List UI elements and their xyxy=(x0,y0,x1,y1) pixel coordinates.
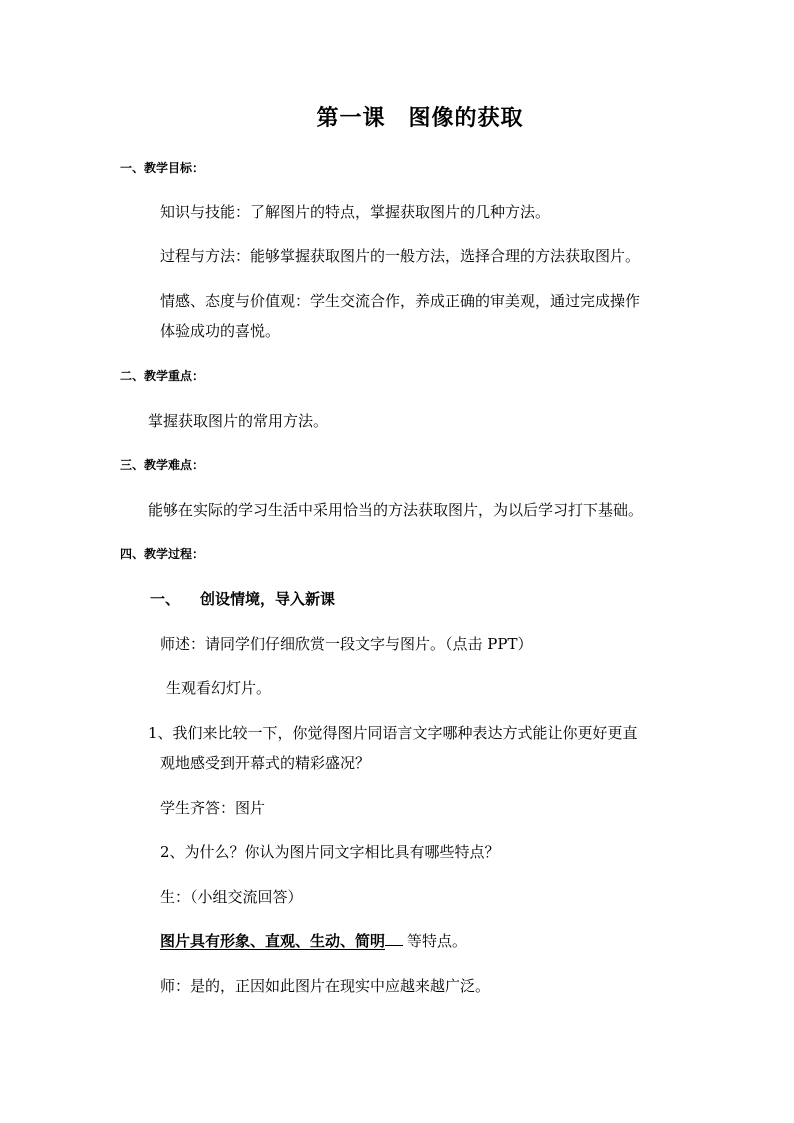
goal-knowledge: 知识与技能：了解图片的特点，掌握获取图片的几种方法。 xyxy=(160,203,551,221)
process-heading: 四、教学过程： xyxy=(120,547,205,561)
key-points-heading: 二、教学重点： xyxy=(120,369,205,383)
answer-underline-gap xyxy=(385,931,403,946)
process-line-discussion: 生：（小组交流回答） xyxy=(160,888,303,906)
process-line-question1: 1、我们来比较一下，你觉得图片同语言文字哪种表达方式能让你更好更直 xyxy=(148,724,638,742)
goal-attitude-cont: 体验成功的喜悦。 xyxy=(160,322,281,340)
step1-title: 创设情境，导入新课 xyxy=(200,590,336,608)
process-line-narration: 师述：请同学们仔细欣赏一段文字与图片。（点击 PPT） xyxy=(160,635,533,653)
goals-heading: 一、教学目标： xyxy=(120,161,205,175)
process-closing: 师：是的，正因如此图片在现实中应越来越广泛。 xyxy=(160,977,491,995)
process-line-question1-cont: 观地感受到开幕式的精彩盛况？ xyxy=(160,754,371,772)
difficulties-text: 能够在实际的学习生活中采用恰当的方法获取图片，为以后学习打下基础。 xyxy=(148,501,644,519)
key-points-text: 掌握获取图片的常用方法。 xyxy=(148,412,329,430)
document-title: 第一课 图像的获取 xyxy=(316,105,524,131)
process-answer-line xyxy=(160,931,467,951)
step1-number: 一、 xyxy=(150,590,181,608)
goal-process: 过程与方法：能够掌握获取图片的一般方法，选择合理的方法获取图片。 xyxy=(160,247,641,265)
answer-underlined: 图片具有形象、直观、生动、简明 xyxy=(160,932,386,950)
process-line-question2: 2、为什么？你认为图片同文字相比具有哪些特点？ xyxy=(160,843,500,861)
process-line-answer1: 学生齐答：图片 xyxy=(160,799,266,817)
answer-tail: 等特点。 xyxy=(407,932,468,950)
difficulties-heading: 三、教学难点： xyxy=(120,458,205,472)
process-line-watch: 生观看幻灯片。 xyxy=(166,679,272,697)
goal-attitude: 情感、态度与价值观：学生交流合作，养成正确的审美观，通过完成操作 xyxy=(160,292,641,310)
